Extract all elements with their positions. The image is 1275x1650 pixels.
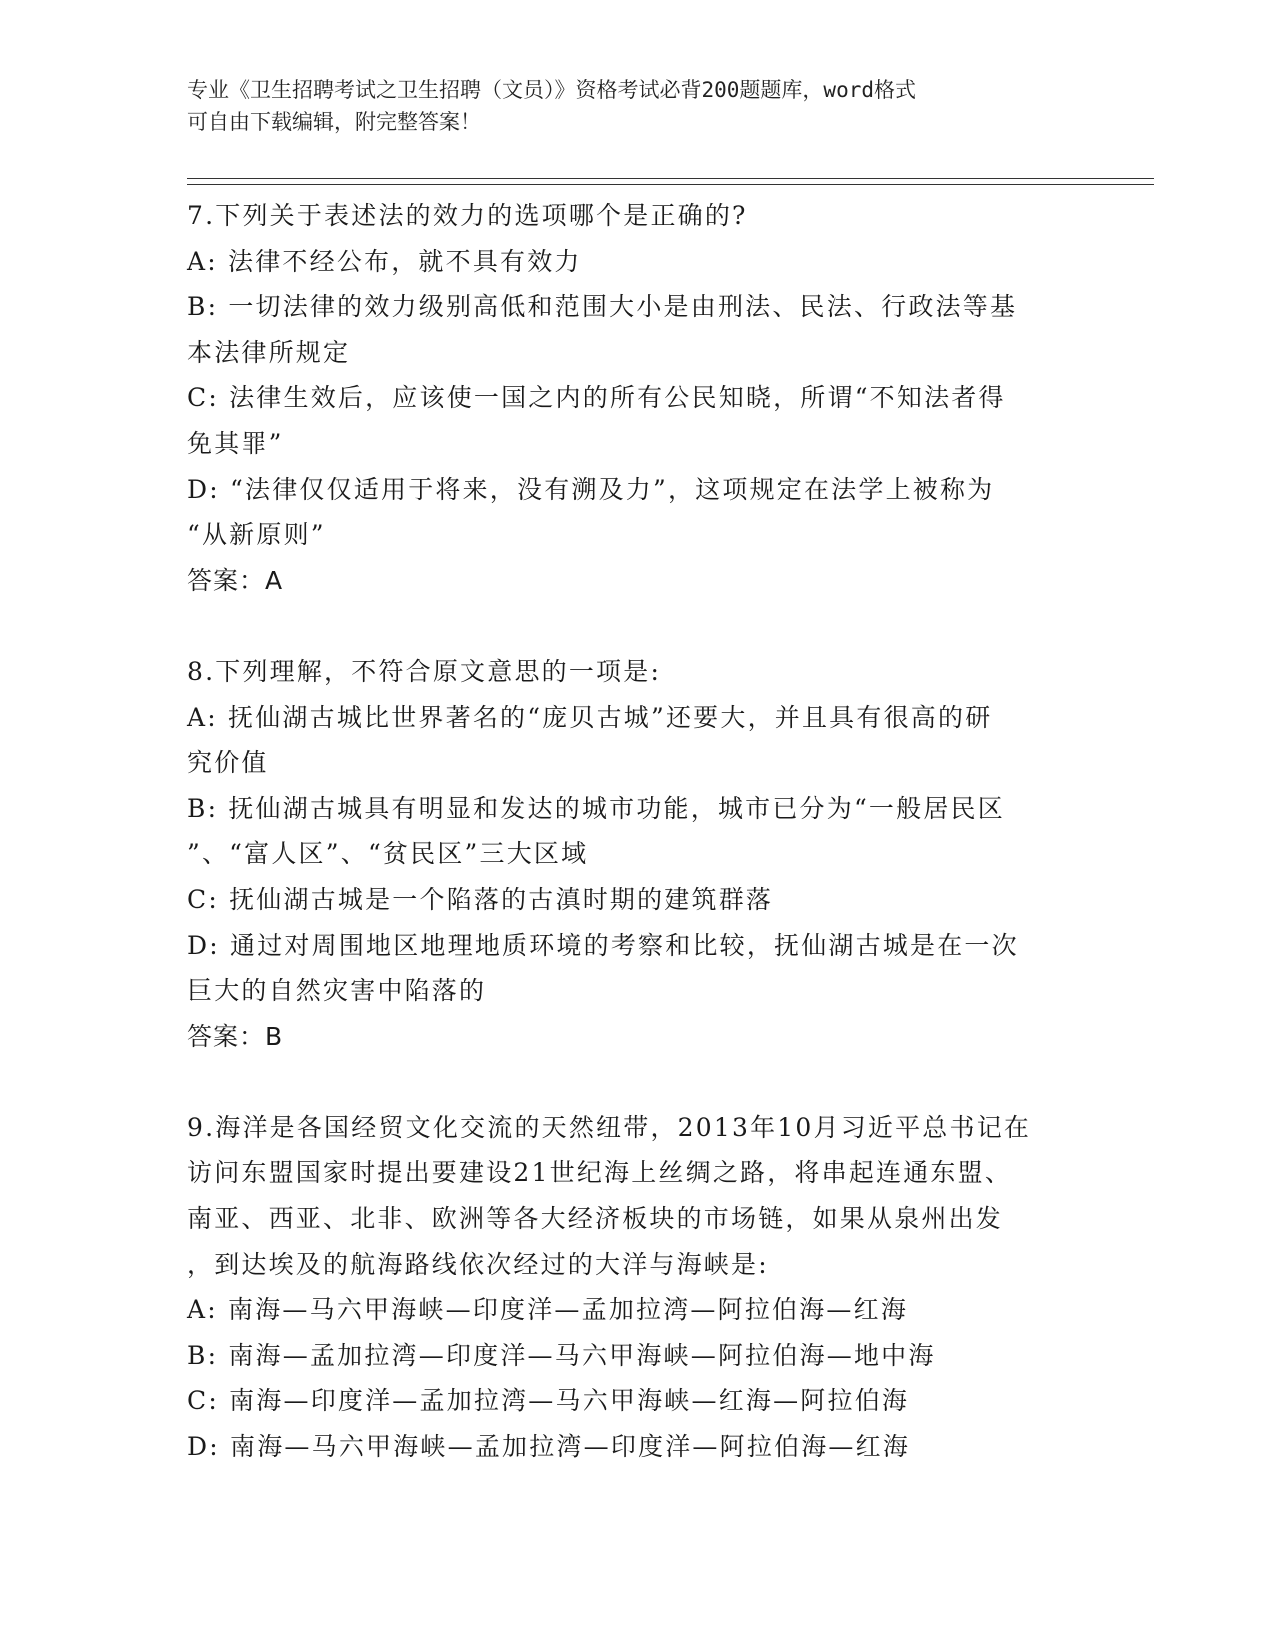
question-7 (187, 193, 1087, 603)
question-list (187, 193, 1087, 1470)
option-a: A: 法律不经公布，就不具有效力 (187, 246, 582, 276)
option-c: C: 南海—印度洋—孟加拉湾—马六甲海峡—红海—阿拉伯海 (187, 1386, 910, 1416)
option-b-cont: ”、“富人区”、“贫民区”三大区域 (187, 839, 589, 869)
option-b: B: 南海—孟加拉湾—印度洋—马六甲海峡—阿拉伯海—地中海 (187, 1340, 936, 1370)
question-text: 7.下列关于表述法的效力的选项哪个是正确的? (187, 201, 748, 230)
option-c-cont: 免其罪” (187, 428, 284, 458)
header-divider-top (187, 178, 1154, 179)
option-a: A: 南海—马六甲海峡—印度洋—孟加拉湾—阿拉伯海—红海 (187, 1295, 909, 1325)
question-9 (187, 1105, 1087, 1470)
question-8 (187, 649, 1087, 1059)
header-divider-bottom (187, 184, 1154, 185)
option-d: D: 通过对周围地区地理地质环境的考察和比较，抚仙湖古城是在一次 (187, 930, 1019, 960)
option-d: D: “法律仅仅适用于将来，没有溯及力”，这项规定在法学上被称为 (187, 474, 995, 504)
question-text: 8.下列理解，不符合原文意思的一项是: (187, 656, 662, 686)
question-text-cont-3: ，到达埃及的航海路线依次经过的大洋与海峡是: (187, 1249, 769, 1279)
answer: 答案：A (187, 565, 284, 595)
spacer (187, 603, 1087, 649)
answer: 答案：B (187, 1021, 284, 1051)
option-d: D: 南海—马六甲海峡—孟加拉湾—印度洋—阿拉伯海—红海 (187, 1432, 911, 1462)
option-d-cont: “从新原则” (187, 520, 326, 550)
option-a: A: 抚仙湖古城比世界著名的“庞贝古城”还要大，并且具有很高的研 (187, 702, 993, 732)
option-d-cont: 巨大的自然灾害中陷落的 (187, 976, 487, 1006)
option-b: B: 抚仙湖古城具有明显和发达的城市功能，城市已分为“一般居民区 (187, 793, 1005, 823)
option-b: B: 一切法律的效力级别高低和范围大小是由刑法、民法、行政法等基 (187, 292, 1018, 322)
question-text-cont-2: 南亚、西亚、北非、欧洲等各大经济板块的市场链，如果从泉州出发 (187, 1204, 1004, 1234)
header-line-2: 可自由下载编辑，附完整答案！ (187, 110, 481, 134)
option-c: C: 法律生效后，应该使一国之内的所有公民知晓，所谓“不知法者得 (187, 383, 1006, 413)
document-header (187, 74, 1087, 138)
spacer (187, 1059, 1087, 1105)
option-c: C: 抚仙湖古城是一个陷落的古滇时期的建筑群落 (187, 884, 774, 914)
question-text-cont-1: 访问东盟国家时提出要建设21世纪海上丝绸之路，将串起连通东盟、 (187, 1158, 1013, 1188)
header-line-1: 专业《卫生招聘考试之卫生招聘（文员）》资格考试必背200题题库，word格式 (187, 78, 916, 102)
option-b-cont: 本法律所规定 (187, 337, 351, 367)
option-a-cont: 究价值 (187, 748, 269, 778)
question-text: 9.海洋是各国经贸文化交流的天然纽带，2013年10月习近平总书记在 (187, 1112, 1032, 1142)
